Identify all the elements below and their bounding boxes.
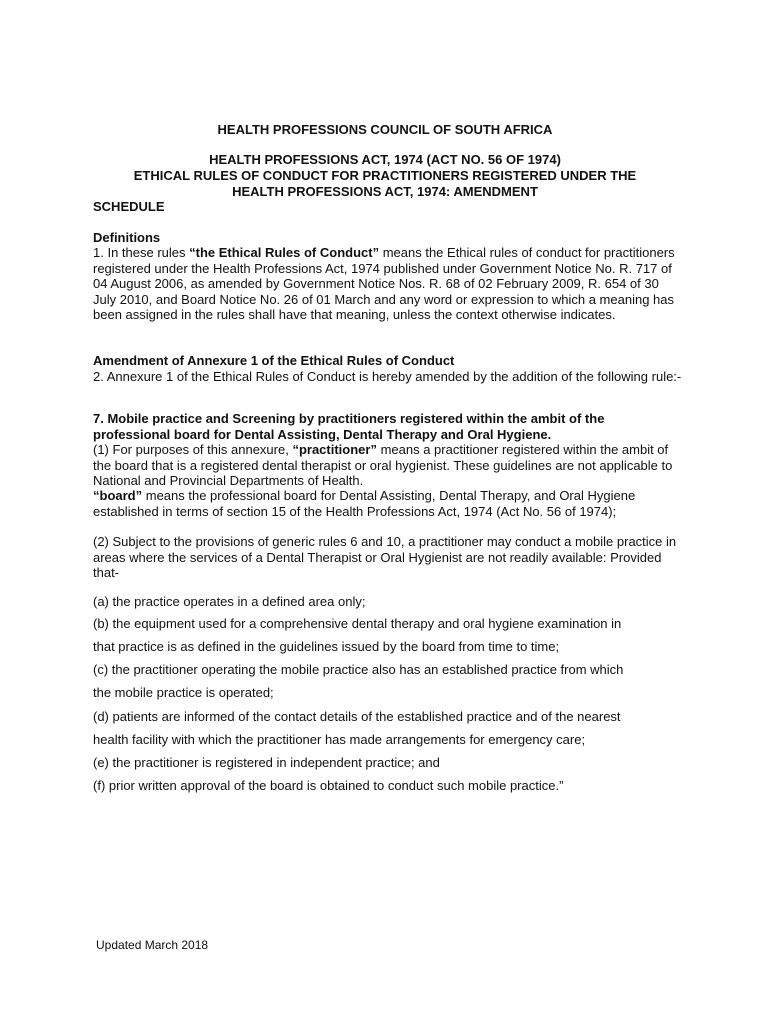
board-term: “board” (93, 488, 143, 503)
definitions-heading: Definitions (93, 230, 161, 245)
amendment-heading: Amendment of Annexure 1 of the Ethical Rules of Conduct (93, 353, 455, 368)
definitions-paragraph (93, 245, 685, 323)
act-title: HEALTH PROFESSIONS ACT, 1974 (ACT NO. 56 OF 1974) (209, 152, 561, 167)
rule7-para-rest: means a practitioner registered within the ambit of the board that is a registered dental therapist or oral hygienist. These guidelines are not applicable to National and Provincial Departments of Health. (93, 442, 673, 488)
footer-updated-date: Updated March 2018 (96, 938, 209, 952)
rule7-heading: 7. Mobile practice and Screening by practitioners registered within the ambit of the professional board for Dental Assisting, Dental Therapy and Oral Hygiene. (93, 411, 605, 442)
board-definition-rest: means the professional board for Dental Assisting, Dental Therapy, and Oral Hygiene established in terms of section 15 of the Health Professions Act, 1974 (Act No. 56 of 1974); (93, 488, 636, 519)
definitions-para-start: 1. In these rules (93, 245, 190, 260)
rule7-subrule-2: (2) Subject to the provisions of generic rules 6 and 10, a practitioner may conduct a mobile practice in areas where the services of a Dental Therapist or Oral Hygienist are not readily available: Provided that- (93, 534, 677, 580)
condition-item: health facility with which the practitioner has made arrangements for emergency care; (93, 732, 586, 747)
condition-item: (e) the practitioner is registered in independent practice; and (93, 755, 440, 770)
rule7-definition-practitioner (93, 442, 685, 489)
amendment-paragraph: 2. Annexure 1 of the Ethical Rules of Conduct is hereby amended by the addition of the following rule:- (93, 369, 682, 384)
condition-item: (f) prior written approval of the board is obtained to conduct such mobile practice.” (93, 778, 564, 793)
rules-title-line1: ETHICAL RULES OF CONDUCT FOR PRACTITIONERS REGISTERED UNDER THE (133, 168, 637, 183)
condition-item: (a) the practice operates in a defined area only; (93, 594, 366, 609)
condition-item: the mobile practice is operated; (93, 685, 274, 700)
condition-item: (c) the practitioner operating the mobile practice also has an established practice from which (93, 662, 624, 677)
rule7-para-start: (1) For purposes of this annexure, (93, 442, 293, 457)
definitions-term: “the Ethical Rules of Conduct” (189, 245, 380, 260)
rules-title-line2: HEALTH PROFESSIONS ACT, 1974: AMENDMENT (232, 184, 538, 199)
practitioner-term: “practitioner” (292, 442, 377, 457)
schedule-heading: SCHEDULE (93, 199, 165, 214)
definitions-para-rest: means the Ethical rules of conduct for practitioners registered under the Health Professions Act, 1974 published under Government Notice No. R. 717 of 04 August 2006, as amended by Government Notice Nos. R. 68 of 02 February 2009, R. 654 of 30 July 2010, and Board Notice No. 26 of 01 March and any word or expression to which a meaning has been assigned in the rules shall have that meaning, unless the context otherwise indicates. (93, 245, 675, 322)
council-title: HEALTH PROFESSIONS COUNCIL OF SOUTH AFRICA (217, 122, 553, 137)
condition-item: (d) patients are informed of the contact details of the established practice and of the nearest (93, 709, 621, 724)
condition-item: that practice is as defined in the guidelines issued by the board from time to time; (93, 639, 560, 654)
rule7-definition-board (93, 488, 685, 519)
condition-item: (b) the equipment used for a comprehensive dental therapy and oral hygiene examination in (93, 616, 622, 631)
